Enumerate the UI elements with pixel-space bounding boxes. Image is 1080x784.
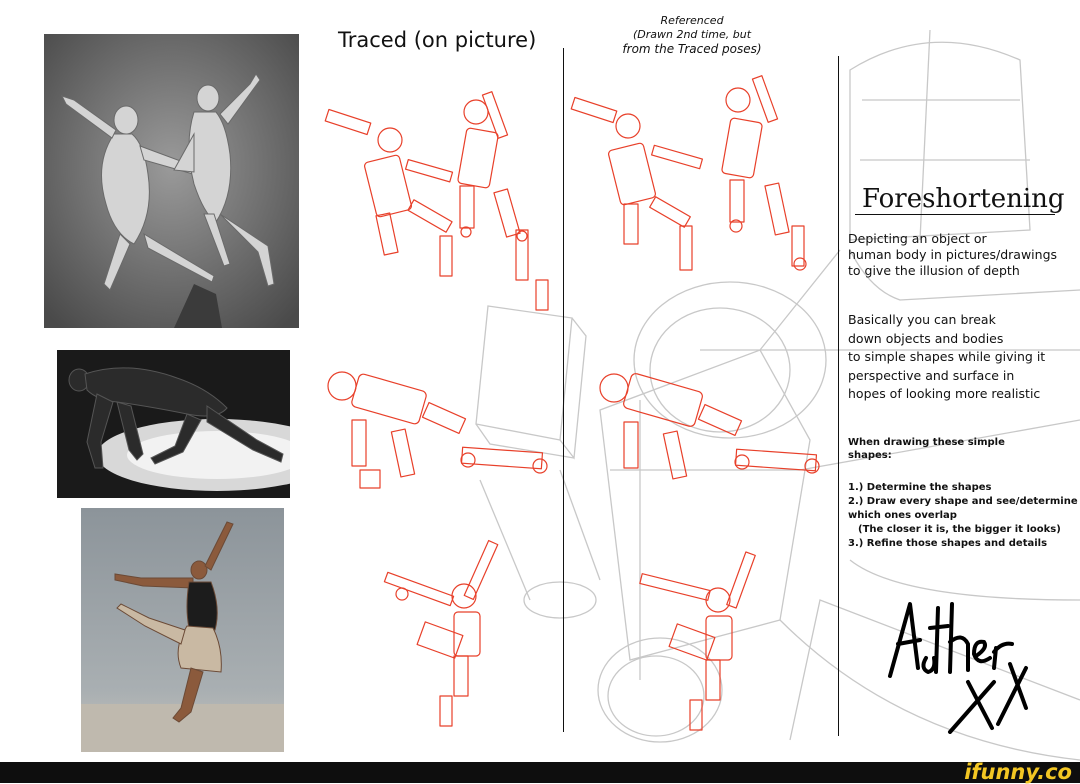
divider-left bbox=[563, 48, 564, 732]
step-line-5: 3.) Refine those shapes and details bbox=[848, 538, 1048, 549]
basically-line-2: down objects and bodies bbox=[848, 330, 1004, 346]
step-line-1: 1.) Determine the shapes bbox=[848, 482, 992, 493]
definition-line-3: to give the illusion of depth bbox=[848, 263, 1020, 278]
step-line-3: which ones overlap bbox=[848, 510, 957, 521]
foreshortening-title: Foreshortening bbox=[862, 184, 1065, 214]
traced-fighters-sketch bbox=[325, 92, 548, 310]
referenced-dancer-sketch bbox=[640, 552, 755, 730]
divider-right bbox=[838, 56, 839, 736]
footer-bar bbox=[0, 762, 1080, 783]
referenced-line-3: from the Traced poses) bbox=[622, 42, 762, 56]
referenced-line-1: Referenced bbox=[660, 14, 724, 27]
when-line-1: When drawing these simple bbox=[848, 437, 1005, 448]
when-text bbox=[848, 436, 1005, 462]
ifunny-watermark: ifunny.co bbox=[964, 760, 1072, 784]
step-line-2: 2.) Draw every shape and see/determine bbox=[848, 496, 1078, 507]
definition-line-2: human body in pictures/drawings bbox=[848, 247, 1058, 262]
traced-dancer-sketch bbox=[384, 541, 497, 726]
basically-line-5: hopes of looking more realistic bbox=[848, 386, 1041, 401]
basically-text bbox=[848, 311, 1045, 404]
referenced-line-2: (Drawn 2nd time, but bbox=[632, 28, 752, 41]
definition-text bbox=[848, 231, 1057, 279]
traced-header: Traced (on picture) bbox=[338, 28, 537, 52]
referenced-fighters-sketch bbox=[571, 76, 806, 270]
basically-line-1: Basically you can break bbox=[848, 312, 996, 327]
artist-signature bbox=[880, 598, 1040, 734]
steps-text bbox=[848, 481, 1078, 551]
traced-crouch-sketch bbox=[328, 372, 547, 488]
basically-line-4: perspective and surface in bbox=[848, 367, 1015, 383]
when-line-2: shapes: bbox=[848, 450, 892, 461]
referenced-crouch-sketch bbox=[600, 372, 819, 478]
basically-line-3: to simple shapes while giving it bbox=[848, 349, 1046, 364]
step-line-4: (The closer it is, the bigger it looks) bbox=[858, 524, 1061, 535]
title-underline bbox=[855, 214, 1055, 215]
definition-line-1: Depicting an object or bbox=[848, 231, 987, 246]
